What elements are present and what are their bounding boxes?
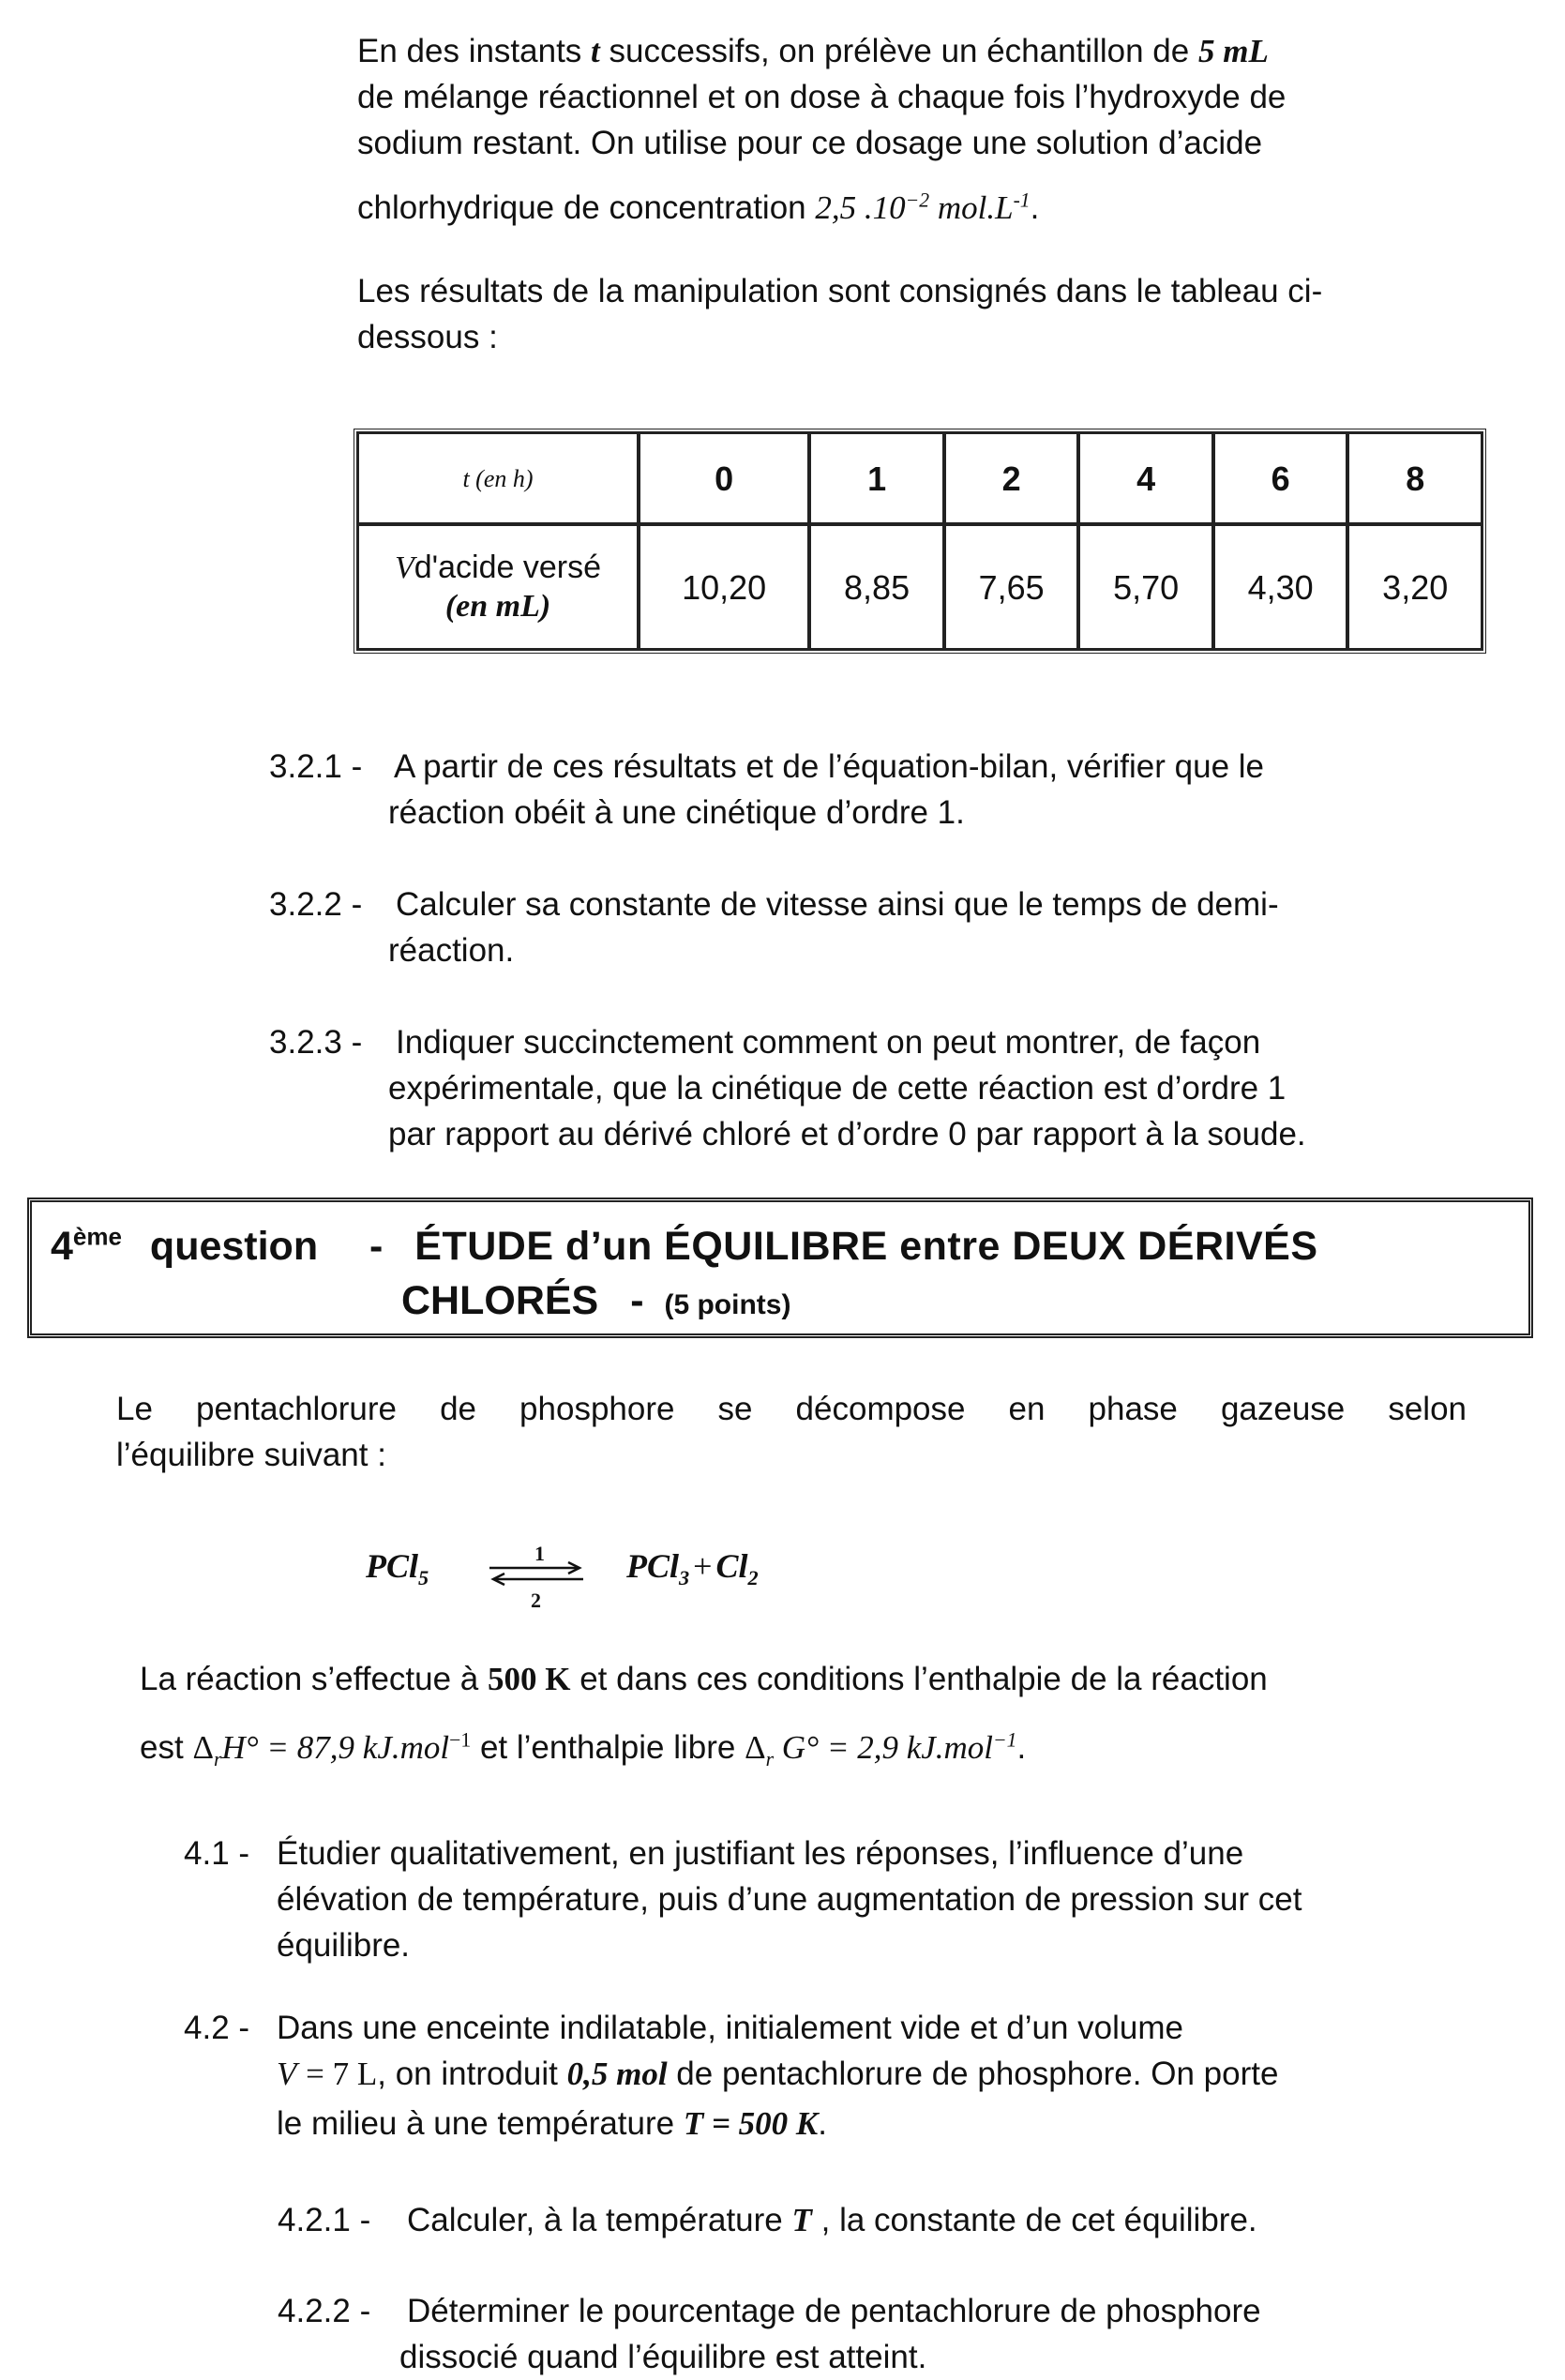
question-4-1: 4.1 - Étudier qualitativement, en justifiant les réponses, l’influence d’une élévation de température, puis d’une augmentation de pression sur cet équilibre. [184, 1835, 1302, 1964]
time-cell: 4 [1078, 432, 1213, 524]
volume-cell: 10,20 [639, 524, 809, 650]
intro-line-1: En des instants t successifs, on prélève un échantillon de 5 mL [357, 33, 1269, 69]
question-4-2: 4.2 - Dans une enceinte indilatable, initialement vide et d’un volume V = 7 L, on introduit 0,5 mol de pentachlorure de phosphore. On porte le milieu à une température T = 500 K. [184, 2010, 1279, 2142]
concentration-value: 2,5 $.10^{-2}$ $mol.L^{-1}$ [815, 188, 1031, 226]
points-label: (5 points) [664, 1289, 791, 1320]
intro-line-3: sodium restant. On utilise pour ce dosage une solution d’acide [357, 125, 1263, 161]
results-intro: Les résultats de la manipulation sont consignés dans le tableau ci- dessous : [357, 273, 1323, 355]
table-row-time [357, 432, 1482, 524]
chemical-equation: PCl$_5$ 1 2 $PCl_3 + Cl_2$ [366, 1538, 928, 1613]
time-header: t (en h) [357, 432, 639, 524]
arrow-label-1: 1 [534, 1542, 545, 1565]
volume-header: Vd'acide versé (en mL) [357, 524, 639, 650]
volume-cell: 5,70 [1078, 524, 1213, 650]
time-cell: 1 [809, 432, 944, 524]
intro-line-4: chlorhydrique de concentration 2,5 $.10^{-2}$ $mol.L^{-1}$. [357, 188, 1040, 226]
time-cell: 0 [639, 432, 809, 524]
question-3-2-3: 3.2.3 - Indiquer succinctement comment on peut montrer, de façon expérimentale, que la cinétique de cette réaction est d’ordre 1 par rapport au dérivé chloré et d’ordre 0 par rapport à la soude. [269, 1024, 1306, 1152]
question-number: 4 [51, 1224, 73, 1269]
question-4-heading: 4ème question - ÉTUDE d’un ÉQUILIBRE entre DEUX DÉRIVÉS CHLORÉS - (5 points) [27, 1198, 1533, 1338]
time-cell: 6 [1213, 432, 1348, 524]
volume-cell: 8,85 [809, 524, 944, 650]
question-4-title: ÉTUDE d’un ÉQUILIBRE entre DEUX DÉRIVÉS [414, 1224, 1318, 1269]
question-3-2-2: 3.2.2 - Calculer sa constante de vitesse ainsi que le temps de demi- réaction. [269, 886, 1279, 969]
volume-cell: 4,30 [1213, 524, 1348, 650]
free-enthalpy-value: $\Delta_r$ G° = 2,9 kJ.mol$^{-1}$ [745, 1728, 1017, 1770]
question-3-2-1: 3.2.1 - A partir de ces résultats et de l’équation-bilan, vérifier que le réaction obéit à une cinétique d’ordre 1. [269, 748, 1265, 831]
section4-intro: Le pentachlorure de phosphore se décompose en phase gazeuse selon l’équilibre suivant : [116, 1391, 1467, 1473]
intro-line-2: de mélange réactionnel et on dose à chaque fois l’hydroxyde de [357, 79, 1287, 115]
intro-paragraph [357, 28, 1482, 360]
question-4-2-1: 4.2.1 - Calculer, à la température T , la constante de cet équilibre. [278, 2202, 1257, 2238]
question-4-2-2: 4.2.2 - Déterminer le pourcentage de pentachlorure de phosphore dissocié quand l’équilibre est atteint. [278, 2293, 1261, 2375]
volume-cell: 7,65 [944, 524, 1079, 650]
time-cell: 2 [944, 432, 1079, 524]
table-row-volume [357, 524, 1482, 650]
enthalpy-value: $\Delta_rH^\circ = 87,9$ kJ.mol$^{-1}$ [192, 1728, 472, 1770]
results-table [354, 429, 1486, 654]
volume-cell: 3,20 [1347, 524, 1482, 650]
arrow-label-2: 2 [531, 1589, 541, 1612]
reaction-conditions: La réaction s’effectue à 500 K et dans ces conditions l’enthalpie de la réaction est $\Delta_rH^\circ = 87,9$ kJ.mol$^{-1}$ et l’enthalpie libre $\Delta_r$ G° = 2,9 kJ.mol$^{-1}$. [140, 1661, 1268, 1770]
time-cell: 8 [1347, 432, 1482, 524]
